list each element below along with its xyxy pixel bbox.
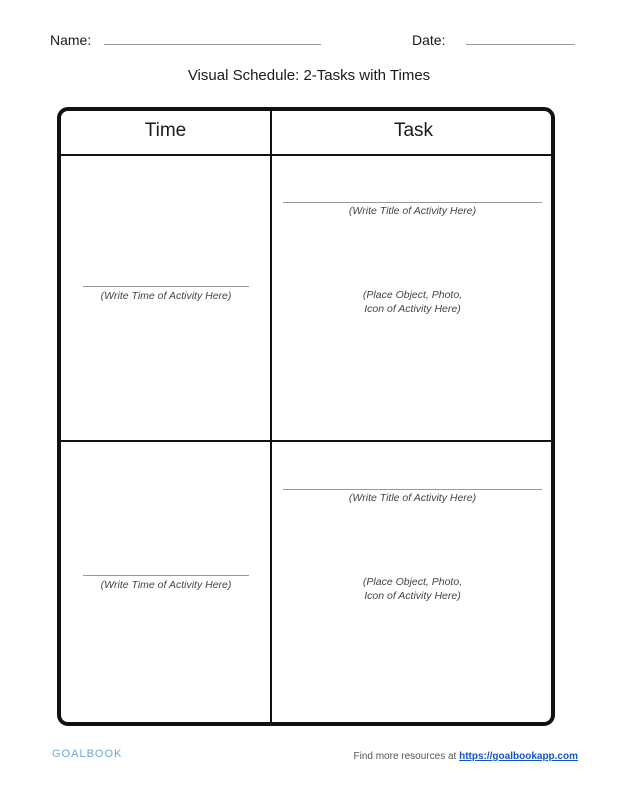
- time-column-header: Time: [144, 120, 187, 141]
- time-write-line: [83, 575, 249, 576]
- time-hint: (Write Time of Activity Here): [100, 579, 232, 591]
- schedule-table: [57, 107, 555, 726]
- title-write-line: [283, 202, 542, 203]
- date-line: [466, 44, 575, 45]
- object-hint-line2: Icon of Activity Here): [364, 590, 461, 602]
- time-write-line: [83, 286, 249, 287]
- title-write-line: [283, 489, 542, 490]
- title-hint: (Write Title of Activity Here): [348, 492, 477, 504]
- column-divider: [270, 111, 272, 722]
- title-hint: (Write Title of Activity Here): [348, 205, 477, 217]
- row-divider: [61, 440, 551, 442]
- task-column-header: Task: [393, 120, 434, 141]
- goalbook-link[interactable]: https://goalbookapp.com: [459, 751, 578, 762]
- header-divider: [61, 154, 551, 156]
- page-title: Visual Schedule: 2-Tasks with Times: [187, 67, 431, 84]
- date-label: Date:: [412, 32, 446, 48]
- name-line: [104, 44, 321, 45]
- footer-prefix: Find more resources at: [353, 751, 457, 762]
- object-hint-line1: (Place Object, Photo,: [362, 289, 463, 301]
- object-hint-line2: Icon of Activity Here): [364, 303, 461, 315]
- name-label: Name:: [50, 32, 92, 48]
- object-hint-line1: (Place Object, Photo,: [362, 576, 463, 588]
- time-hint: (Write Time of Activity Here): [100, 290, 232, 302]
- footer-text: [354, 751, 579, 762]
- goalbook-logo: GOALBOOK: [52, 748, 123, 760]
